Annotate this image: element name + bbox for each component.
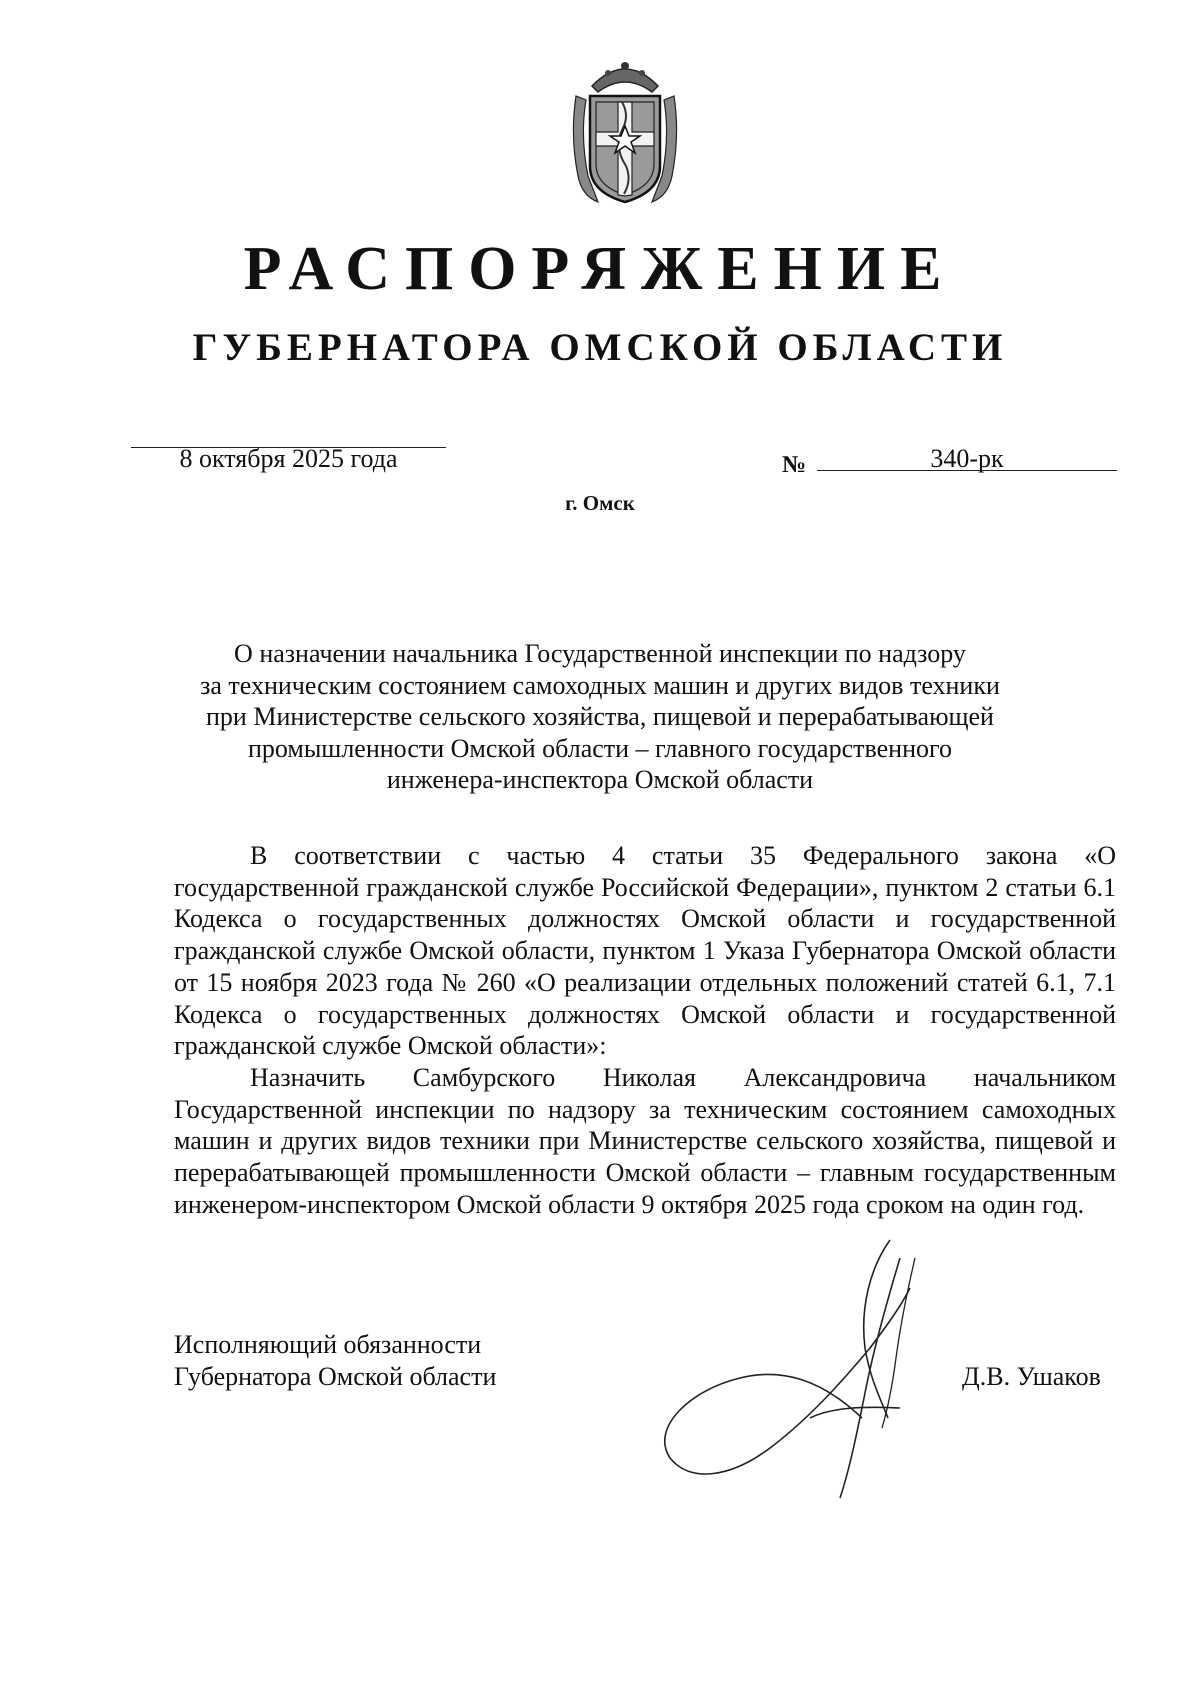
number-underline xyxy=(817,470,1117,471)
subject-line: за техническим состоянием самоходных машин и других видов техники xyxy=(200,670,1000,700)
document-subject xyxy=(150,638,1050,796)
document-type-title: РАСПОРЯЖЕНИЕ xyxy=(243,235,957,303)
document-body xyxy=(174,840,1116,1220)
coat-of-arms-icon xyxy=(568,56,682,206)
number-sign: № xyxy=(782,452,807,478)
subject-line: при Министерстве сельского хозяйства, пищевой и перерабатывающей xyxy=(206,702,994,732)
body-paragraph-basis: В соответствии с частью 4 статьи 35 Федерального закона «О государственной гражданской службе Российской Федерации», пунктом 2 статьи 6.1 Кодекса о государственных должностях Омской области и государственной гражданской службе Омской области, пунктом 1 Указа Губернатора Омской области от 15 ноября 2023 года № 260 «О реализации отдельных положений статей 6.1, 7.1 Кодекса о государственных должностях Омской области и государственной гражданской службе Омской области»: xyxy=(174,841,1116,1061)
document-date: 8 октября 2025 года xyxy=(179,444,398,473)
subject-line: инженера-инспектора Омской области xyxy=(386,765,814,795)
document-number: 340-рк xyxy=(930,444,1004,473)
subject-line: промышленности Омской области – главного государственного xyxy=(247,733,953,763)
subject-line: О назначении начальника Государственной инспекции по надзору xyxy=(234,639,966,668)
body-paragraph-order: Назначить Самбурского Николая Александровича начальником Государственной инспекции по надзору за техническим состоянием самоходных машин и других видов техники при Министерстве сельского хозяйства, пищевой и перерабатывающей промышленности Омской области – главным государственным инженером-инспектором Омской области 9 октября 2025 года сроком на один год. xyxy=(174,1062,1116,1219)
signatory-name: Д.В. Ушаков xyxy=(962,1362,1101,1391)
signatory-position-line: Исполняющий обязанности xyxy=(174,1330,482,1359)
signatory-position xyxy=(174,1329,496,1393)
date-underline xyxy=(131,447,446,448)
city-label: г. Омск xyxy=(565,491,635,515)
signatory-position-line: Губернатора Омской области xyxy=(174,1362,497,1391)
issuer-title: ГУБЕРНАТОРА ОМСКОЙ ОБЛАСТИ xyxy=(192,326,1008,369)
